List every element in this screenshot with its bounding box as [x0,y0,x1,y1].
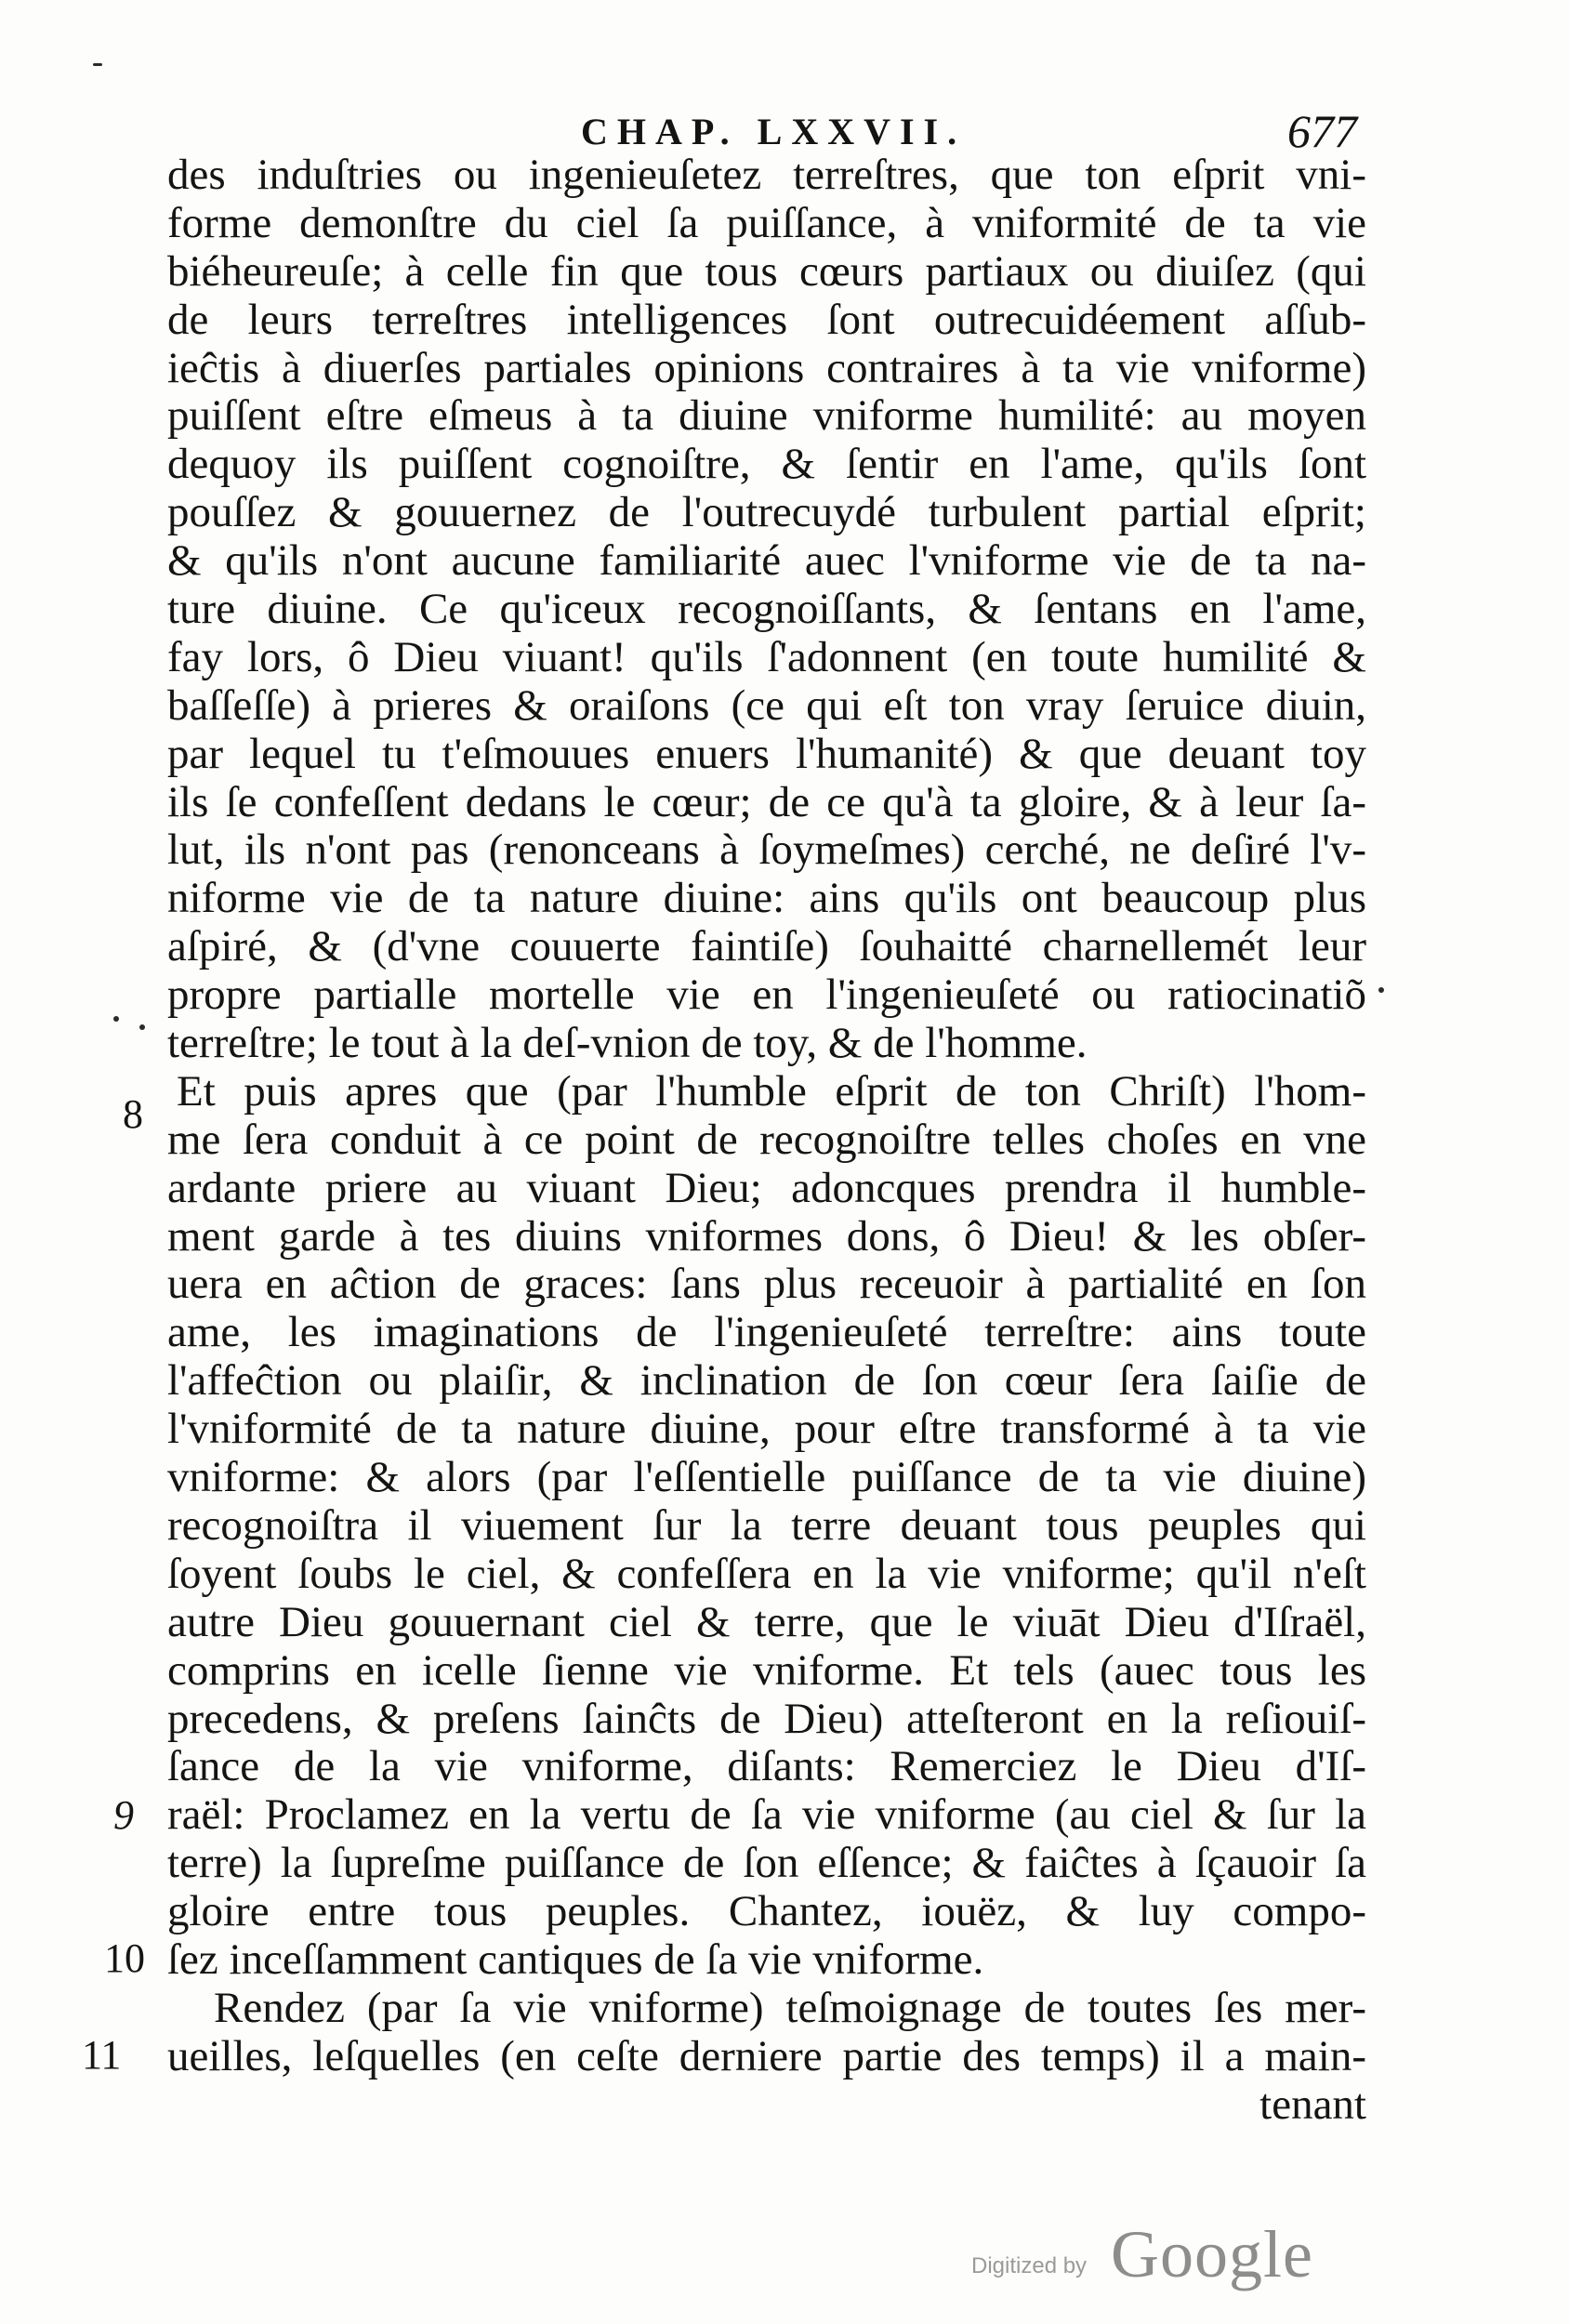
text-line: ment garde à tes diuins vniformes dons, ô Dieu! & les obſer- [167,1212,1366,1261]
text-line: ardante priere au viuant Dieu; adoncques prendra il humble- [167,1164,1366,1212]
ink-speck [93,63,102,66]
text-line: recognoiſtra il viuement ſur la terre deuant tous peuples qui [167,1501,1366,1550]
text-line: ils ſe confeſſent dedans le cœur; de ce qu'à ta gloire, & à leur ſa- [167,778,1366,826]
text-line: par lequel tu t'eſmouues enuers l'humanité) & que deuant toy [167,730,1366,778]
text-line: de leurs terreſtres intelligences ſont outrecuidéement aſſub- [167,296,1366,344]
text-line: terre) la ſupreſme puiſſance de ſon eſſence; & faiĉtes à ſçauoir ſa [167,1840,1366,1888]
verse-number-8: 8 [123,1091,143,1137]
ink-speck [113,1016,119,1022]
text-line: l'vniformité de ta nature diuine, pour eſtre transformé à ta vie [167,1406,1366,1454]
verse-number-10: 10 [104,1935,145,1981]
text-line: biéheureuſe; à celle fin que tous cœurs partiaux ou diuiſez (qui [167,247,1366,296]
text-line: terreſtre; le tout à la deſ-vnion de toy, & de l'homme. [167,1020,1088,1068]
text-line: forme demonſtre du ciel ſa puiſſance, à vniformité de ta vie [167,199,1366,247]
text-line: autre Dieu gouuernant ciel & terre, que le viuāt Dieu d'Iſraël, [167,1598,1366,1646]
text-line: ture diuine. Ce qu'iceux recognoiſſants, & ſentans en l'ame, [167,586,1366,634]
text-line: & qu'ils n'ont aucune familiarité auec l'vniforme vie de ta na- [167,537,1366,586]
text-line: uera en aĉtion de graces: ſans plus receuoir à partialité en ſon [167,1261,1366,1309]
text-line: fay lors, ô Dieu viuant! qu'ils ſ'adonnent (en toute humilité & [167,633,1366,681]
text-line: baſſeſſe) à prieres & oraiſons (ce qui eſt ton vray ſeruice diuin, [167,681,1366,730]
verse-number-11: 11 [82,2032,122,2078]
catchword: tenant [1259,2080,1366,2129]
text-line: aſpiré, & (d'vne couuerte faintiſe) ſouhaitté charnellemét leur [167,923,1366,971]
google-logo: Google [1111,2217,1313,2291]
text-line: niforme vie de ta nature diuine: ains qu'ils ont beaucoup plus [167,875,1366,923]
text-line: ſance de la vie vniforme, diſants: Remerciez le Dieu d'Iſ- [167,1743,1366,1791]
text-line: puiſſent eſtre eſmeus à ta diuine vniforme humilité: au moyen [167,392,1366,441]
text-line: me ſera conduit à ce point de recognoiſtre telles choſes en vne [167,1116,1366,1164]
text-line: propre partialle mortelle vie en l'ingenieuſeté ou ratiocinatiõ [167,971,1366,1020]
running-head: CHAP. LXXVII. [581,111,967,152]
text-line: comprins en icelle ſienne vie vniforme. Et tels (auec tous les [167,1646,1366,1695]
text-line: gloire entre tous peuples. Chantez, iouëz, & luy compo- [167,1888,1366,1936]
digitized-by-label: Digitized by [971,2253,1088,2278]
text-line: ueilles, leſquelles (en ceſte derniere partie des temps) il a main- [167,2032,1366,2080]
text-line: Et puis apres que (par l'humble eſprit de ton Chriſt) l'hom- [177,1067,1366,1116]
page-number: 677 [1287,105,1357,157]
verse-number-9: 9 [113,1792,134,1838]
body-text [167,152,1366,2130]
digitization-watermark [971,2217,1362,2291]
text-line: ſoyent ſoubs le ciel, & confeſſera en la vie vniforme; qu'il n'eſt [167,1550,1366,1598]
text-line: Rendez (par ſa vie vniforme) teſmoignage de toutes ſes mer- [214,1984,1366,2032]
ink-speck [1378,987,1384,993]
text-line: pouſſez & gouuernez de l'outrecuydé turbulent partial eſprit; [167,489,1366,537]
text-line: ſez inceſſamment cantiques de ſa vie vniforme. [167,1935,984,1984]
text-line: ame, les imaginations de l'ingenieuſeté terreſtre: ains toute [167,1309,1366,1357]
text-line: raël: Proclamez en la vertu de ſa vie vniforme (au ciel & ſur la [167,1791,1366,1840]
text-line: l'affeĉtion ou plaiſir, & inclination de ſon cœur ſera ſaiſie de [167,1357,1366,1406]
text-line: precedens, & preſens ſainĉts de Dieu) atteſteront en la reſiouiſ- [167,1695,1366,1743]
text-line: ieĉtis à diuerſes partiales opinions contraires à ta vie vniforme) [167,344,1366,392]
ink-speck [139,1024,145,1030]
text-line: dequoy ils puiſſent cognoiſtre, & ſentir en l'ame, qu'ils ſont [167,441,1366,489]
text-line: vniforme: & alors (par l'eſſentielle puiſſance de ta vie diuine) [167,1454,1366,1502]
text-line: des induſtries ou ingenieuſetez terreſtres, que ton eſprit vni- [167,152,1366,199]
text-line: lut, ils n'ont pas (renonceans à ſoymeſmes) cerché, ne deſiré l'v- [167,826,1366,875]
